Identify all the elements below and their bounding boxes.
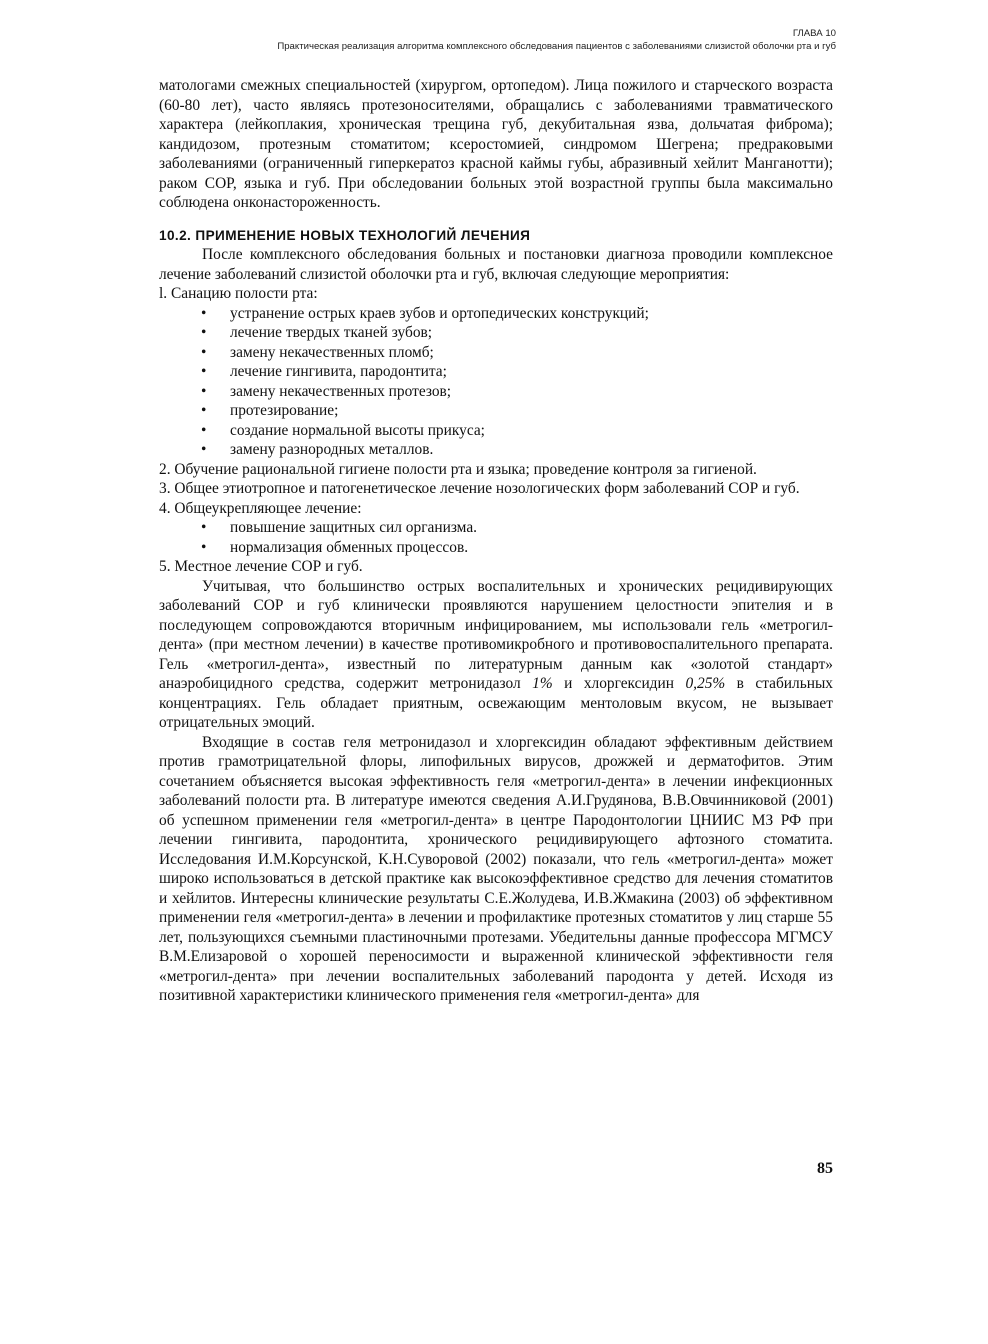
list-item: • устранение острых краев зубов и ортопедических конструкций;: [201, 304, 649, 322]
bullet-icon: •: [201, 343, 207, 361]
page-body: [159, 76, 833, 1006]
intro-paragraph: матологами смежных специальностей (хирургом, ортопедом). Лица пожилого и старческого возраста (60-80 лет), часто являясь протезоносителями, обращались с заболеваниями травматического характера (лейкоплакия, хроническая трещина губ, декубитальная язва, дольчатая фиброма); кандидозом, протезным стоматитом; ксеростомией, синдромом Шегрена; предраковыми заболеваниями (ограниченный гиперкератоз красной каймы губы, абразивный хейлит Манганотти); раком СОР, языка и губ. При обследовании больных этой возрастной группы была максимально соблюдена онконастороженность.: [159, 77, 833, 211]
bullet-icon: •: [201, 402, 207, 419]
bullet-icon: •: [201, 421, 207, 439]
chapter-label: ГЛАВА 10: [792, 28, 836, 39]
list-item: • замену разнородных металлов.: [201, 441, 434, 458]
list-item: • протезирование;: [201, 402, 339, 419]
list-item-2: 2. Обучение рациональной гигиене полости рта и языка; проведение контроля за гигиеной.: [159, 460, 757, 478]
list-item-4: 4. Общеукрепляющее лечение:: [159, 499, 362, 517]
bullet-icon: •: [201, 324, 207, 341]
bullet-list-1: [159, 304, 833, 460]
list-item: • создание нормальной высоты прикуса;: [201, 421, 485, 439]
section-heading: 10.2. ПРИМЕНЕНИЕ НОВЫХ ТЕХНОЛОГИЙ ЛЕЧЕНИЯ: [159, 227, 531, 243]
bullet-icon: •: [201, 538, 207, 556]
bullet-icon: •: [201, 441, 207, 458]
bullet-icon: •: [201, 363, 207, 380]
running-title: Практическая реализация алгоритма комплексного обследования пациентов с заболеваниями слизистой оболочки рта и губ: [277, 41, 836, 52]
bullet-icon: •: [201, 382, 207, 400]
treatment-list: [159, 284, 833, 577]
list-item: • повышение защитных сил организма.: [201, 519, 477, 536]
list-item: • нормализация обменных процессов.: [201, 538, 469, 556]
metronidazole-concentration: 1%: [532, 675, 553, 692]
list-item: • замену некачественных пломб;: [201, 343, 434, 361]
running-header: [277, 27, 836, 53]
paragraph-metrogyl: Учитывая, что большинство острых воспалительных и хронических рецидивирующих заболеваний СОР и губ клинически проявляются нарушением целостности эпителия и в последующем сопровождаются вторичным инфицированием, мы использовали гель «метрогил-дента» (при местном лечении) в качестве противомикробного и противовоспалительного препарата. Гель «метрогил-дента», известный по литературным данным как «золотой стандарт» анаэробицидного средства, содержит метронидазол 1% и хлоргексидин 0,25% в стабильных концентрациях. Гель обладает приятным, освежающим ментоловым вкусом, не вызывает отрицательных эмоций.: [159, 577, 834, 731]
page-number: 85: [817, 1160, 833, 1177]
bullet-icon: •: [201, 304, 207, 322]
list-item: • замену некачественных протезов;: [201, 382, 452, 400]
paragraph-literature: Входящие в состав геля метронидазол и хлоргексидин обладают эффективным действием против грамотрицательной флоры, липофильных вирусов, дрожжей и дерматофитов. Этим сочетанием объясняется высокая эффективность геля «метрогил-дента» в лечении инфекционных заболеваний полости рта. В литературе имеются сведения А.И.Грудянова, В.В.Овчинниковой (2001) об успешном применении геля «метрогил-дента» в центре Пародонтологии ЦНИИС МЗ РФ при лечении гингивита, пародонтита, хронического рецидивирующего афтозного стоматита. Исследования И.М.Корсунской, К.Н.Суворовой (2002) показали, что гель «метрогил-дента» может широко использоваться в детской практике как высокоэффективное средство для лечения стоматитов и хейлитов. Интересны клинические результаты С.Е.Жолудева, И.В.Жмакина (2003) об эффективном применении геля «метрогил-дента» в лечении и профилактике протезных стоматитов у лиц старше 55 лет, пользующихся съемными пластиночными протезами. Убедительны данные профессора МГМСУ В.М.Елизаровой о хорошей переносимости и выраженной клинической эффективности геля «метрогил-дента» при лечении воспалительных заболеваний пародонта у детей. Исходя из позитивной характеристики клинического применения геля «метрогил-дента» для: [159, 733, 833, 1004]
chlorhexidine-concentration: 0,25%: [685, 675, 726, 692]
list-item: • лечение гингивита, пародонтита;: [201, 363, 447, 380]
list-item-1: l. Санацию полости рта:: [159, 285, 318, 302]
list-item-3: 3. Общее этиотропное и патогенетическое лечение нозологических форм заболеваний СОР и губ.: [159, 480, 800, 497]
list-item: • лечение твердых тканей зубов;: [201, 324, 433, 341]
bullet-list-4: [159, 518, 833, 557]
bullet-icon: •: [201, 519, 207, 536]
section-intro: После комплексного обследования больных и постановки диагноза проводили комплексное лечение заболеваний слизистой оболочки рта и губ, включая следующие мероприятия:: [159, 246, 833, 283]
list-item-5: 5. Местное лечение СОР и губ.: [159, 558, 363, 575]
